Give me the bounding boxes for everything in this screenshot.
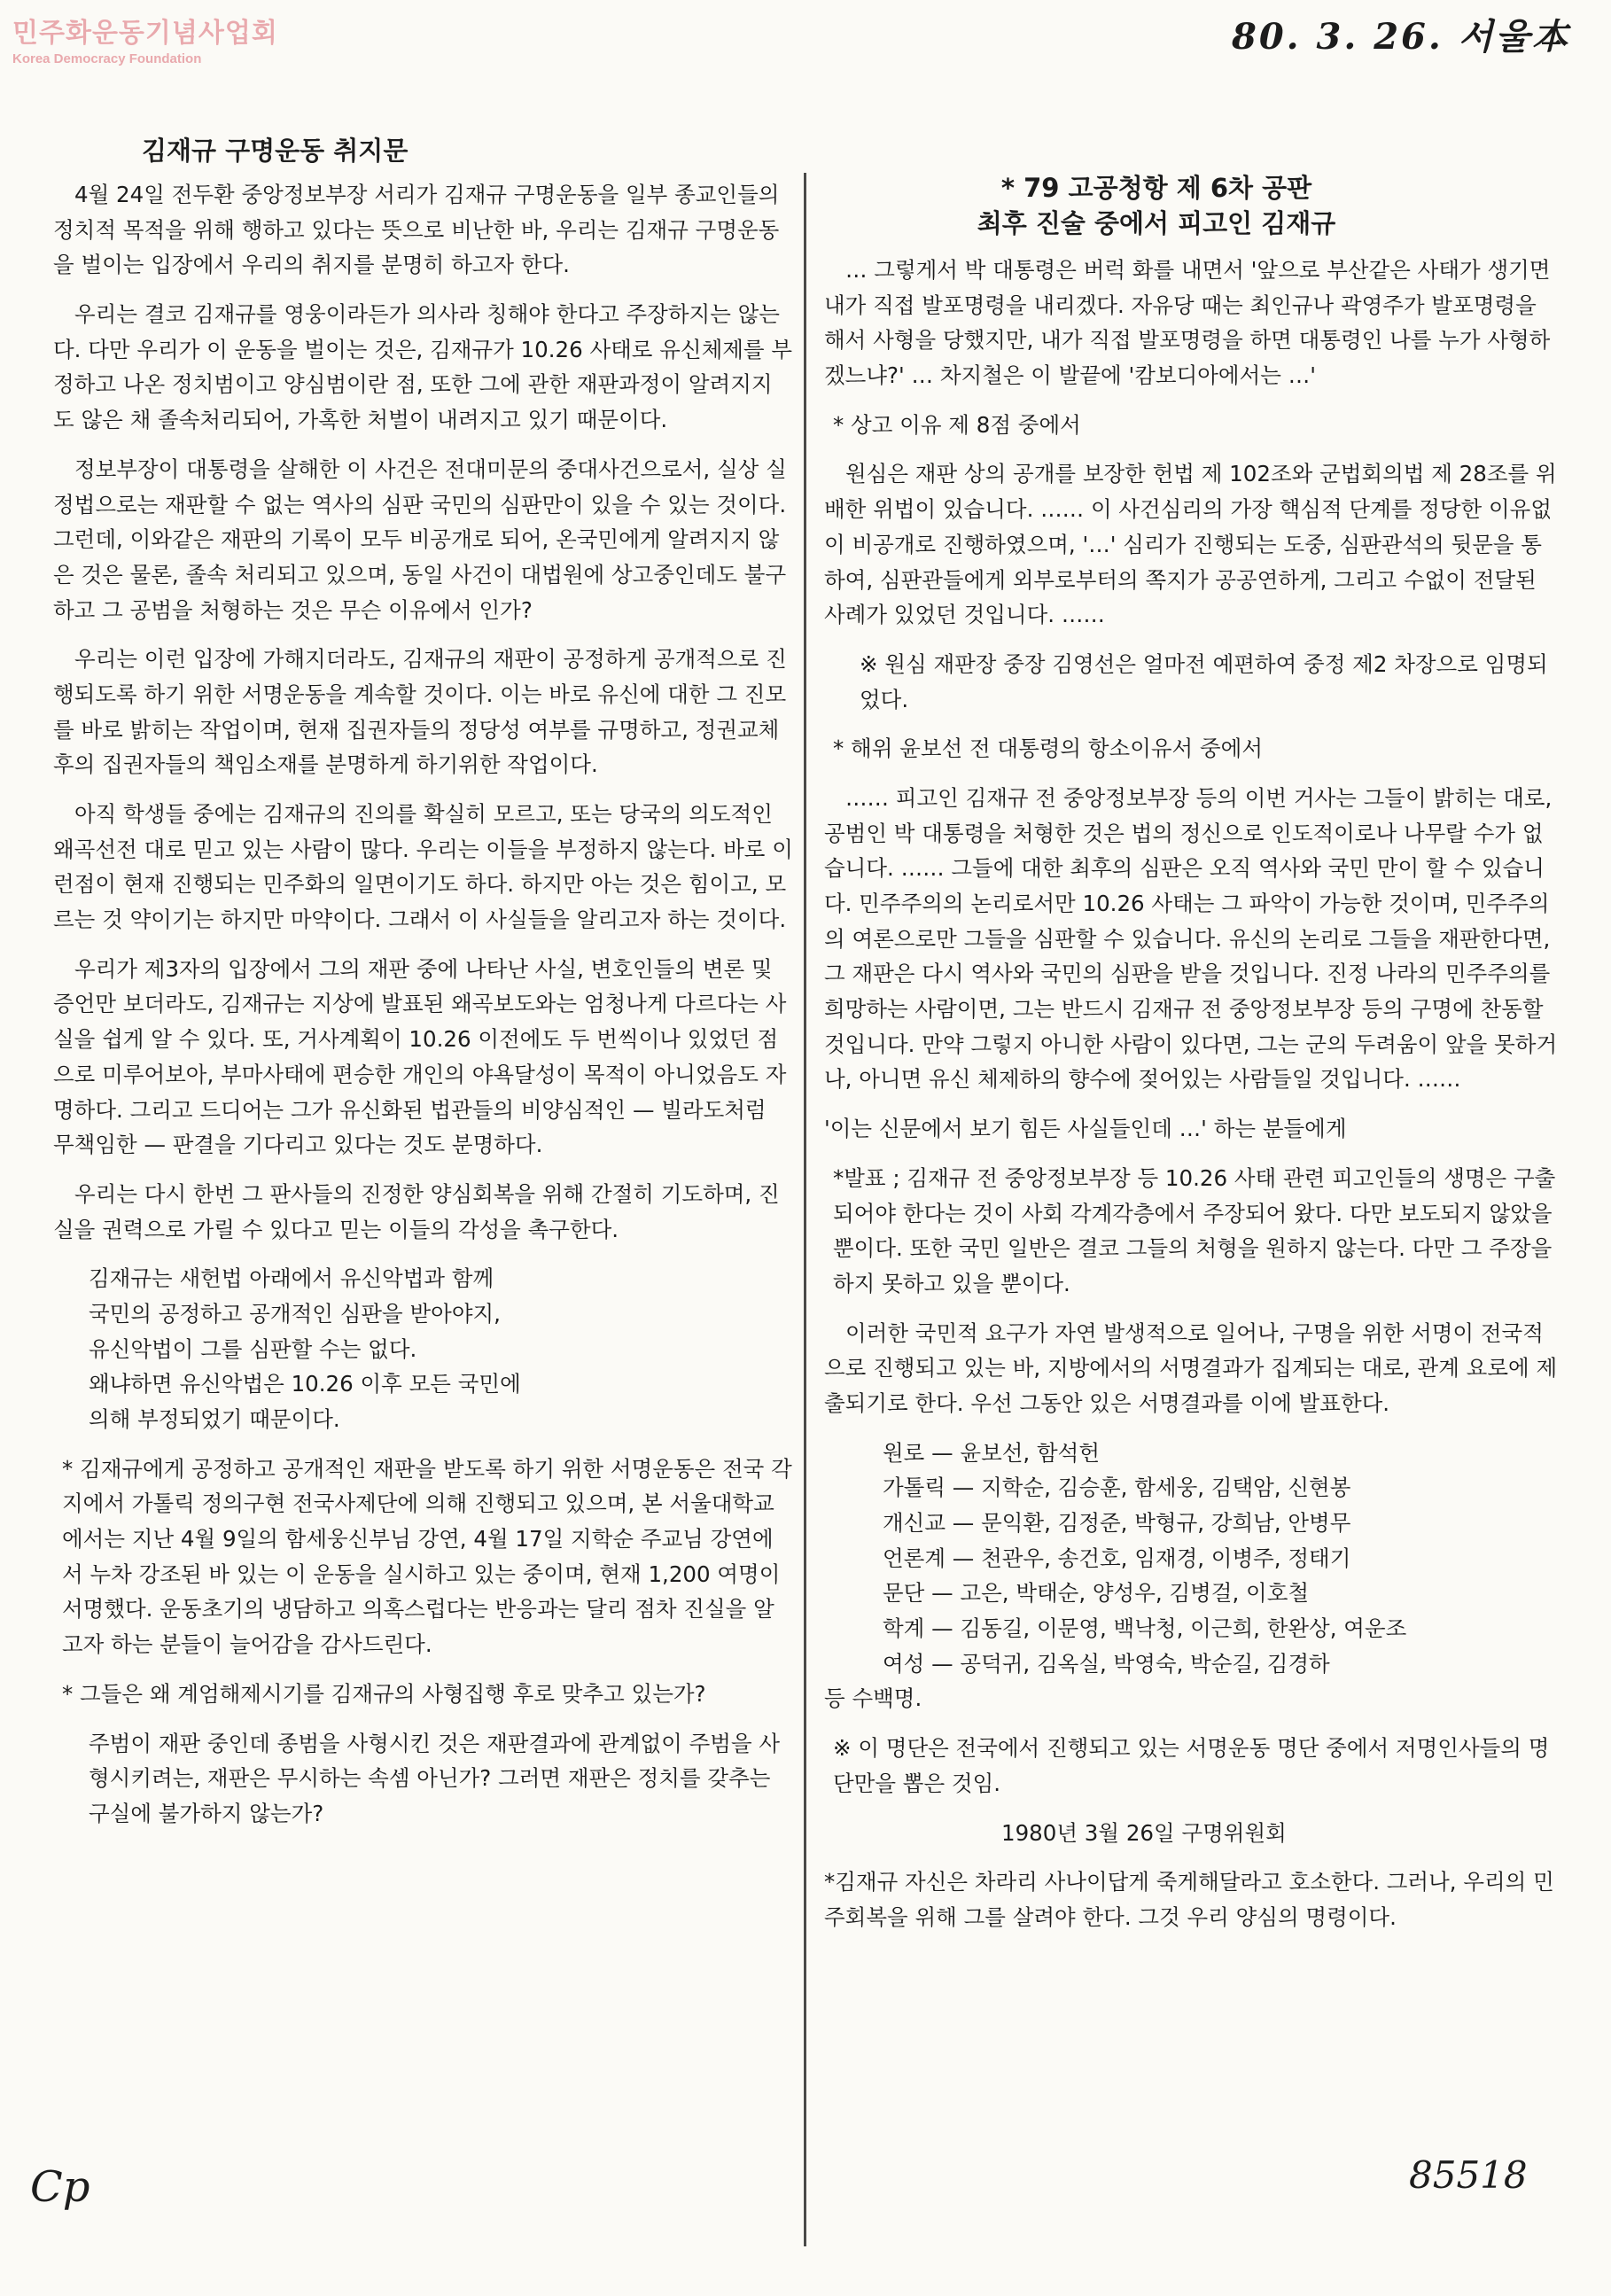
yun-bosun-quote: …… 피고인 김재규 전 중앙정보부장 등의 이번 거사는 그들이 밝히는 대로, 공범인 박 대통령을 처형한 것은 법의 정신으로 인도적이로나 나무랄 수가 없습니다. …… 그들에 대한 최후의 심판은 오직 역사와 국민 만이 할 수 있습니다. 민주주의의 논리로서만 10.26 사태는 그 파악이 가능한 것이며, 민주주의의 여론으로만 그들을 심판할 수 있습니다. 유신의 논리로 그들을 재판한다면, 그 재판은 다시 역사와 국민의 심판을 받을 것입니다. 진정 나라의 민주주의를 희망하는 사람이면, 그는 반드시 김재규 전 중앙정보부장 등의 구명에 찬동할 것입니다. 만약 그렇지 아니한 사람이 있다면, 그는 군의 두려움이 앞을 못하거나, 아니면 유신 체제하의 향수에 젖어있는 사람들일 것입니다. …… — [824, 784, 1558, 1093]
closing-statement: *김재규 자신은 차라리 사나이답게 죽게해달라고 호소한다. 그러나, 우리의 민주회복을 위해 그를 살려야 한다. 그것 우리 양심의 명령이다. — [824, 1869, 1554, 1930]
signature-campaign-note: * 김재규에게 공정하고 공개적인 재판을 받도록 하기 위한 서명운동은 전국 각지에서 가톨릭 정의구현 전국사제단에 의해 진행되고 있으며, 본 서울대학교에서는 지난 4월 9일의 함세웅신부님 강연, 4월 17일 지학순 주교님 강연에서 누차 강조된 바 있는 이 운동을 실시하고 있는 중이며, 현재 1,200 여명이 서명했다. 운동초기의 냉담하고 의혹스럽다는 반응과는 달리 점차 진실을 알고자 하는 분들이 늘어감을 감사드린다. — [62, 1455, 792, 1658]
martial-law-body: 주범이 재판 중인데 종범을 사형시킨 것은 재판결과에 관계없이 주범을 사형시키려는, 재판은 무시하는 속셈 아닌가? 그러면 재판은 정치를 갖추는 구실에 불가하지 않는가? — [89, 1730, 781, 1826]
right-title-line: 최후 진술 중에서 피고인 김재규 — [977, 208, 1336, 238]
signer-row: 여성 — 공덕귀, 김옥실, 박영숙, 박순길, 김경하 — [883, 1650, 1330, 1677]
column-divider — [804, 173, 806, 2246]
appeal-reason-quote: 원심은 재판 상의 공개를 보장한 헌법 제 102조와 군법회의법 제 28조를 위배한 위법이 있습니다. …… 이 사건심리의 가장 핵심적 단계를 정당한 이유없이 비공개로 진행하였으며, '…' 심리가 진행되는 도중, 심판관석의 뒷문을 통하여, 심판관들에게 외부로부터의 쪽지가 공공연하게, 그리고 수없이 전달된 사례가 있었던 것입니다. …… — [824, 461, 1557, 628]
judge-appointment-note: ※ 원심 재판장 중장 김영선은 얼마전 예편하여 중정 제2 차장으로 임명되었다. — [860, 650, 1548, 712]
committee-date-line: 1980년 3월 26일 구명위원회 — [1001, 1819, 1287, 1846]
left-paragraph: 아직 학생들 중에는 김재규의 진의를 확실히 모르고, 또는 당국의 의도적인 왜곡선전 대로 믿고 있는 사람이 많다. 우리는 이들을 부정하지 않는다. 바로 이런점이 현재 진행되는 민주화의 일면이기도 하다. 하지만 아는 것은 힘이고, 모르는 것 약이기는 하지만 마약이다. 그래서 이 사실들을 알리고자 하는 것이다. — [53, 801, 793, 933]
appeal-reason-heading: * 상고 이유 제 8점 중에서 — [833, 411, 1081, 438]
emphasis-line: 김재규는 새헌법 아래에서 유신악법과 함께 — [89, 1265, 494, 1292]
header-date-stamp: 80. 3. 26. 서울本 — [1232, 16, 1570, 58]
signer-row: 원로 — 윤보선, 함석헌 — [883, 1439, 1100, 1466]
signer-list — [824, 1436, 1560, 1717]
signer-row: 학계 — 김동길, 이문영, 백낙청, 이근희, 한완상, 여운조 — [883, 1615, 1407, 1642]
left-paragraph: 우리는 다시 한번 그 판사들의 진정한 양심회복을 위해 간절히 기도하며, 진실을 권력으로 가릴 수 있다고 믿는 이들의 각성을 촉구한다. — [53, 1180, 780, 1242]
emphasis-line: 유신악법이 그를 심판할 수는 없다. — [89, 1335, 417, 1362]
signer-row: 가톨릭 — 지학순, 김승훈, 함세웅, 김택암, 신현봉 — [883, 1475, 1351, 1501]
handwritten-initials: Cp — [30, 2162, 90, 2212]
yun-bosun-heading: * 해위 윤보선 전 대통령의 항소이유서 중에서 — [833, 735, 1263, 762]
newspaper-remark: '이는 신문에서 보기 힘든 사실들인데 …' 하는 분들에게 — [824, 1116, 1347, 1142]
watermark-english: Korea Democracy Foundation — [12, 51, 202, 66]
signer-row: 개신교 — 문익환, 김정준, 박형규, 강희남, 안병무 — [883, 1510, 1351, 1536]
right-column-title — [820, 170, 1493, 241]
left-paragraph: 우리는 이런 입장에 가해지더라도, 김재규의 재판이 공정하게 공개적으로 진행되도록 하기 위한 서명운동을 계속할 것이다. 이는 바로 유신에 대한 그 진모를 바로 밝히는 작업이며, 현재 집권자들의 정당성 여부를 규명하고, 정권교체 후의 집권자들의 책임소재를 분명하게 하기위한 작업이다. — [53, 646, 787, 778]
list-source-note: ※ 이 명단은 전국에서 진행되고 있는 서명운동 명단 중에서 저명인사들의 명단만을 뽑은 것임. — [833, 1735, 1550, 1796]
emphasis-line: 국민의 공정하고 공개적인 심판을 받아야지, — [89, 1300, 501, 1327]
left-paragraph: 우리는 결코 김재규를 영웅이라든가 의사라 칭해야 한다고 주장하지는 않는다. 다만 우리가 이 운동을 벌이는 것은, 김재규가 10.26 사태로 유신체제를 부정하고 나온 정치범이고 양심범이란 점, 또한 그에 관한 재판과정이 알려지지도 않은 채 졸속처리되어, 가혹한 처벌이 내려지고 있기 때문이다. — [53, 301, 793, 433]
left-column — [53, 177, 793, 1846]
right-column — [824, 253, 1560, 1950]
emphasis-line: 왜냐하면 유신악법은 10.26 이후 모든 국민에 — [89, 1371, 521, 1397]
announcement-continued: 이러한 국민적 요구가 자연 발생적으로 일어나, 구명을 위한 서명이 전국적으로 진행되고 있는 바, 지방에서의 서명결과가 집계되는 대로, 관계 요로에 제출되기로 한다. 우선 그동안 있은 서명결과를 이에 발표한다. — [824, 1319, 1558, 1416]
foundation-watermark — [12, 11, 305, 66]
left-column-title: 김재규 구명운동 취지문 — [142, 136, 409, 166]
emphasis-line: 의해 부정되었기 때문이다. — [89, 1406, 340, 1432]
announcement: *발표 ; 김재규 전 중앙정보부장 등 10.26 사태 관련 피고인들의 생명은 구출되어야 한다는 것이 사회 각계각층에서 주장되어 왔다. 다만 보도되지 않았을 뿐이다. 또한 국민 일반은 결코 그들의 처형을 원하지 않는다. 다만 그 주장을 하지 못하고 있을 뿐이다. — [833, 1164, 1556, 1296]
right-title-line: * 79 고공청항 제 6차 공판 — [1000, 173, 1312, 203]
watermark-korean: 민주화운동기념사업회 — [12, 18, 278, 49]
left-paragraph: 4월 24일 전두환 중앙정보부장 서리가 김재규 구명운동을 일부 종교인들의 정치적 목적을 위해 행하고 있다는 뜻으로 비난한 바, 우리는 김재규 구명운동을 벌이는 입장에서 우리의 취지를 분명히 하고자 한다. — [53, 182, 780, 278]
signer-row: 문단 — 고은, 박태순, 양성우, 김병걸, 이호철 — [883, 1580, 1310, 1607]
martial-law-question: * 그들은 왜 계엄해제시기를 김재규의 사형집행 후로 맞추고 있는가? — [62, 1680, 706, 1707]
signer-row: 등 수백명. — [824, 1685, 922, 1712]
final-statement-quote: … 그렇게서 박 대통령은 버럭 화를 내면서 '앞으로 부산같은 사태가 생기면 내가 직접 발포명령을 내리겠다. 자유당 때는 최인규나 곽영주가 발포명령을 해서 사형을 당했지만, 내가 직접 발포명령을 하면 대통령인 나를 누가 사형하겠느냐?' … 차지철은 이 발끝에 '캄보디아에서는 …' — [824, 257, 1551, 389]
emphasis-block — [89, 1261, 793, 1436]
archive-number: 85518 — [1409, 2153, 1528, 2197]
left-paragraph: 정보부장이 대통령을 살해한 이 사건은 전대미문의 중대사건으로서, 실상 실정법으로는 재판할 수 없는 역사의 심판 국민의 심판만이 있을 수 있는 것이다. 그런데, 이와같은 재판의 기록이 모두 비공개로 되어, 온국민에게 알려지지 않은 것은 물론, 졸속 처리되고 있으며, 동일 사건이 대법원에 상고중인데도 불구하고 그 공범을 처형하는 것은 무슨 이유에서 인가? — [53, 455, 787, 623]
left-paragraph: 우리가 제3자의 입장에서 그의 재판 중에 나타난 사실, 변호인들의 변론 및 증언만 보더라도, 김재규는 지상에 발표된 왜곡보도와는 엄청나게 다르다는 사실을 쉽게 알 수 있다. 또, 거사계획이 10.26 이전에도 두 번씩이나 있었던 점으로 미루어보아, 부마사태에 편승한 개인의 야욕달성이 목적이 아니었음도 자명하다. 그리고 드디어는 그가 유신화된 법관들의 비양심적인 — 빌라도처럼 무책임한 — 판결을 기다리고 있다는 것도 분명하다. — [53, 955, 787, 1158]
signer-row: 언론계 — 천관우, 송건호, 임재경, 이병주, 정태기 — [883, 1545, 1351, 1571]
